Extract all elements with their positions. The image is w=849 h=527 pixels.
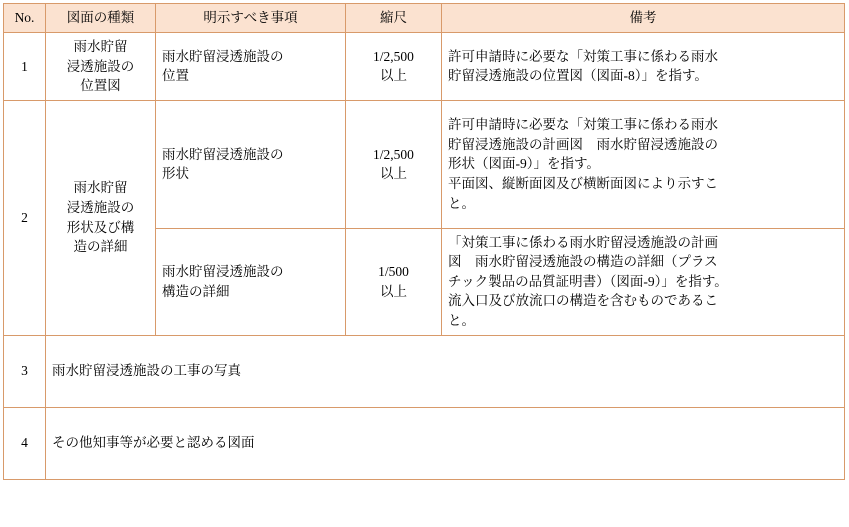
row-scale (346, 33, 442, 101)
row-description: 雨水貯留浸透施設の工事の写真 (46, 335, 845, 407)
row-kind-line: 浸透施設の (66, 200, 135, 216)
row-number: 2 (4, 100, 46, 335)
row-remarks-line: 貯留浸透施設の計画図 雨水貯留浸透施設の (448, 136, 718, 152)
drawing-requirements-table (3, 3, 845, 480)
row-remarks (442, 33, 845, 101)
row-remarks-line: と。 (448, 195, 475, 211)
row-kind-line: 位置図 (80, 78, 121, 94)
row-remarks-line: 許可申請時に必要な「対策工事に係わる雨水 (448, 48, 718, 64)
row-number: 4 (4, 407, 46, 479)
row-kind (46, 100, 156, 335)
row-items-line: 雨水貯留浸透施設の (162, 48, 284, 64)
row-description: その他知事等が必要と認める図面 (46, 407, 845, 479)
row-scale-line: 1/500 (378, 264, 409, 280)
row-items-line: 雨水貯留浸透施設の (162, 264, 284, 280)
row-items (156, 100, 346, 228)
table-header-row (4, 4, 845, 33)
row-remarks-line: 平面図、縦断面図及び横断面図により示すこ (448, 175, 718, 191)
column-header-items: 明示すべき事項 (156, 4, 346, 33)
row-remarks-line: 許可申請時に必要な「対策工事に係わる雨水 (448, 117, 718, 133)
row-remarks-line: チック製品の品質証明書）（図面-9）」を指す。 (448, 273, 728, 289)
row-number: 1 (4, 33, 46, 101)
row-remarks-line: 「対策工事に係わる雨水貯留浸透施設の計画 (448, 234, 718, 250)
row-kind (46, 33, 156, 101)
row-remarks-line: 流入口及び放流口の構造を含むものであるこ (448, 293, 718, 309)
row-number: 3 (4, 335, 46, 407)
row-scale-line: 以上 (380, 166, 407, 182)
column-header-remarks: 備考 (442, 4, 845, 33)
table-row (4, 100, 845, 228)
row-remarks-line: 図 雨水貯留浸透施設の構造の詳細（プラス (448, 254, 718, 270)
table-body (4, 33, 845, 480)
row-scale-line: 以上 (380, 283, 407, 299)
row-remarks (442, 228, 845, 335)
row-remarks-line: 貯留浸透施設の位置図（図面-8）」を指す。 (448, 68, 708, 84)
column-header-scale: 縮尺 (346, 4, 442, 33)
row-items (156, 33, 346, 101)
row-scale-line: 以上 (380, 68, 407, 84)
row-kind-line: 造の詳細 (73, 239, 128, 255)
row-scale-line: 1/2,500 (373, 48, 414, 64)
row-remarks (442, 100, 845, 228)
row-kind-line: 雨水貯留 (73, 180, 128, 196)
row-scale (346, 228, 442, 335)
row-scale-line: 1/2,500 (373, 146, 414, 162)
table-row (4, 335, 845, 407)
row-remarks-line: 形状（図面-9）」を指す。 (448, 156, 600, 172)
row-items-line: 雨水貯留浸透施設の (162, 146, 284, 162)
row-items (156, 228, 346, 335)
table-row (4, 407, 845, 479)
row-kind-line: 形状及び構 (66, 219, 135, 235)
column-header-kind: 図面の種類 (46, 4, 156, 33)
row-scale (346, 100, 442, 228)
row-remarks-line: と。 (448, 312, 475, 328)
column-header-no: No. (4, 4, 46, 33)
row-kind-line: 浸透施設の (66, 58, 135, 74)
row-items-line: 位置 (162, 68, 189, 84)
table-header (4, 4, 845, 33)
row-items-line: 構造の詳細 (162, 283, 230, 299)
row-items-line: 形状 (162, 166, 189, 182)
table-row (4, 33, 845, 101)
row-kind-line: 雨水貯留 (73, 39, 128, 54)
